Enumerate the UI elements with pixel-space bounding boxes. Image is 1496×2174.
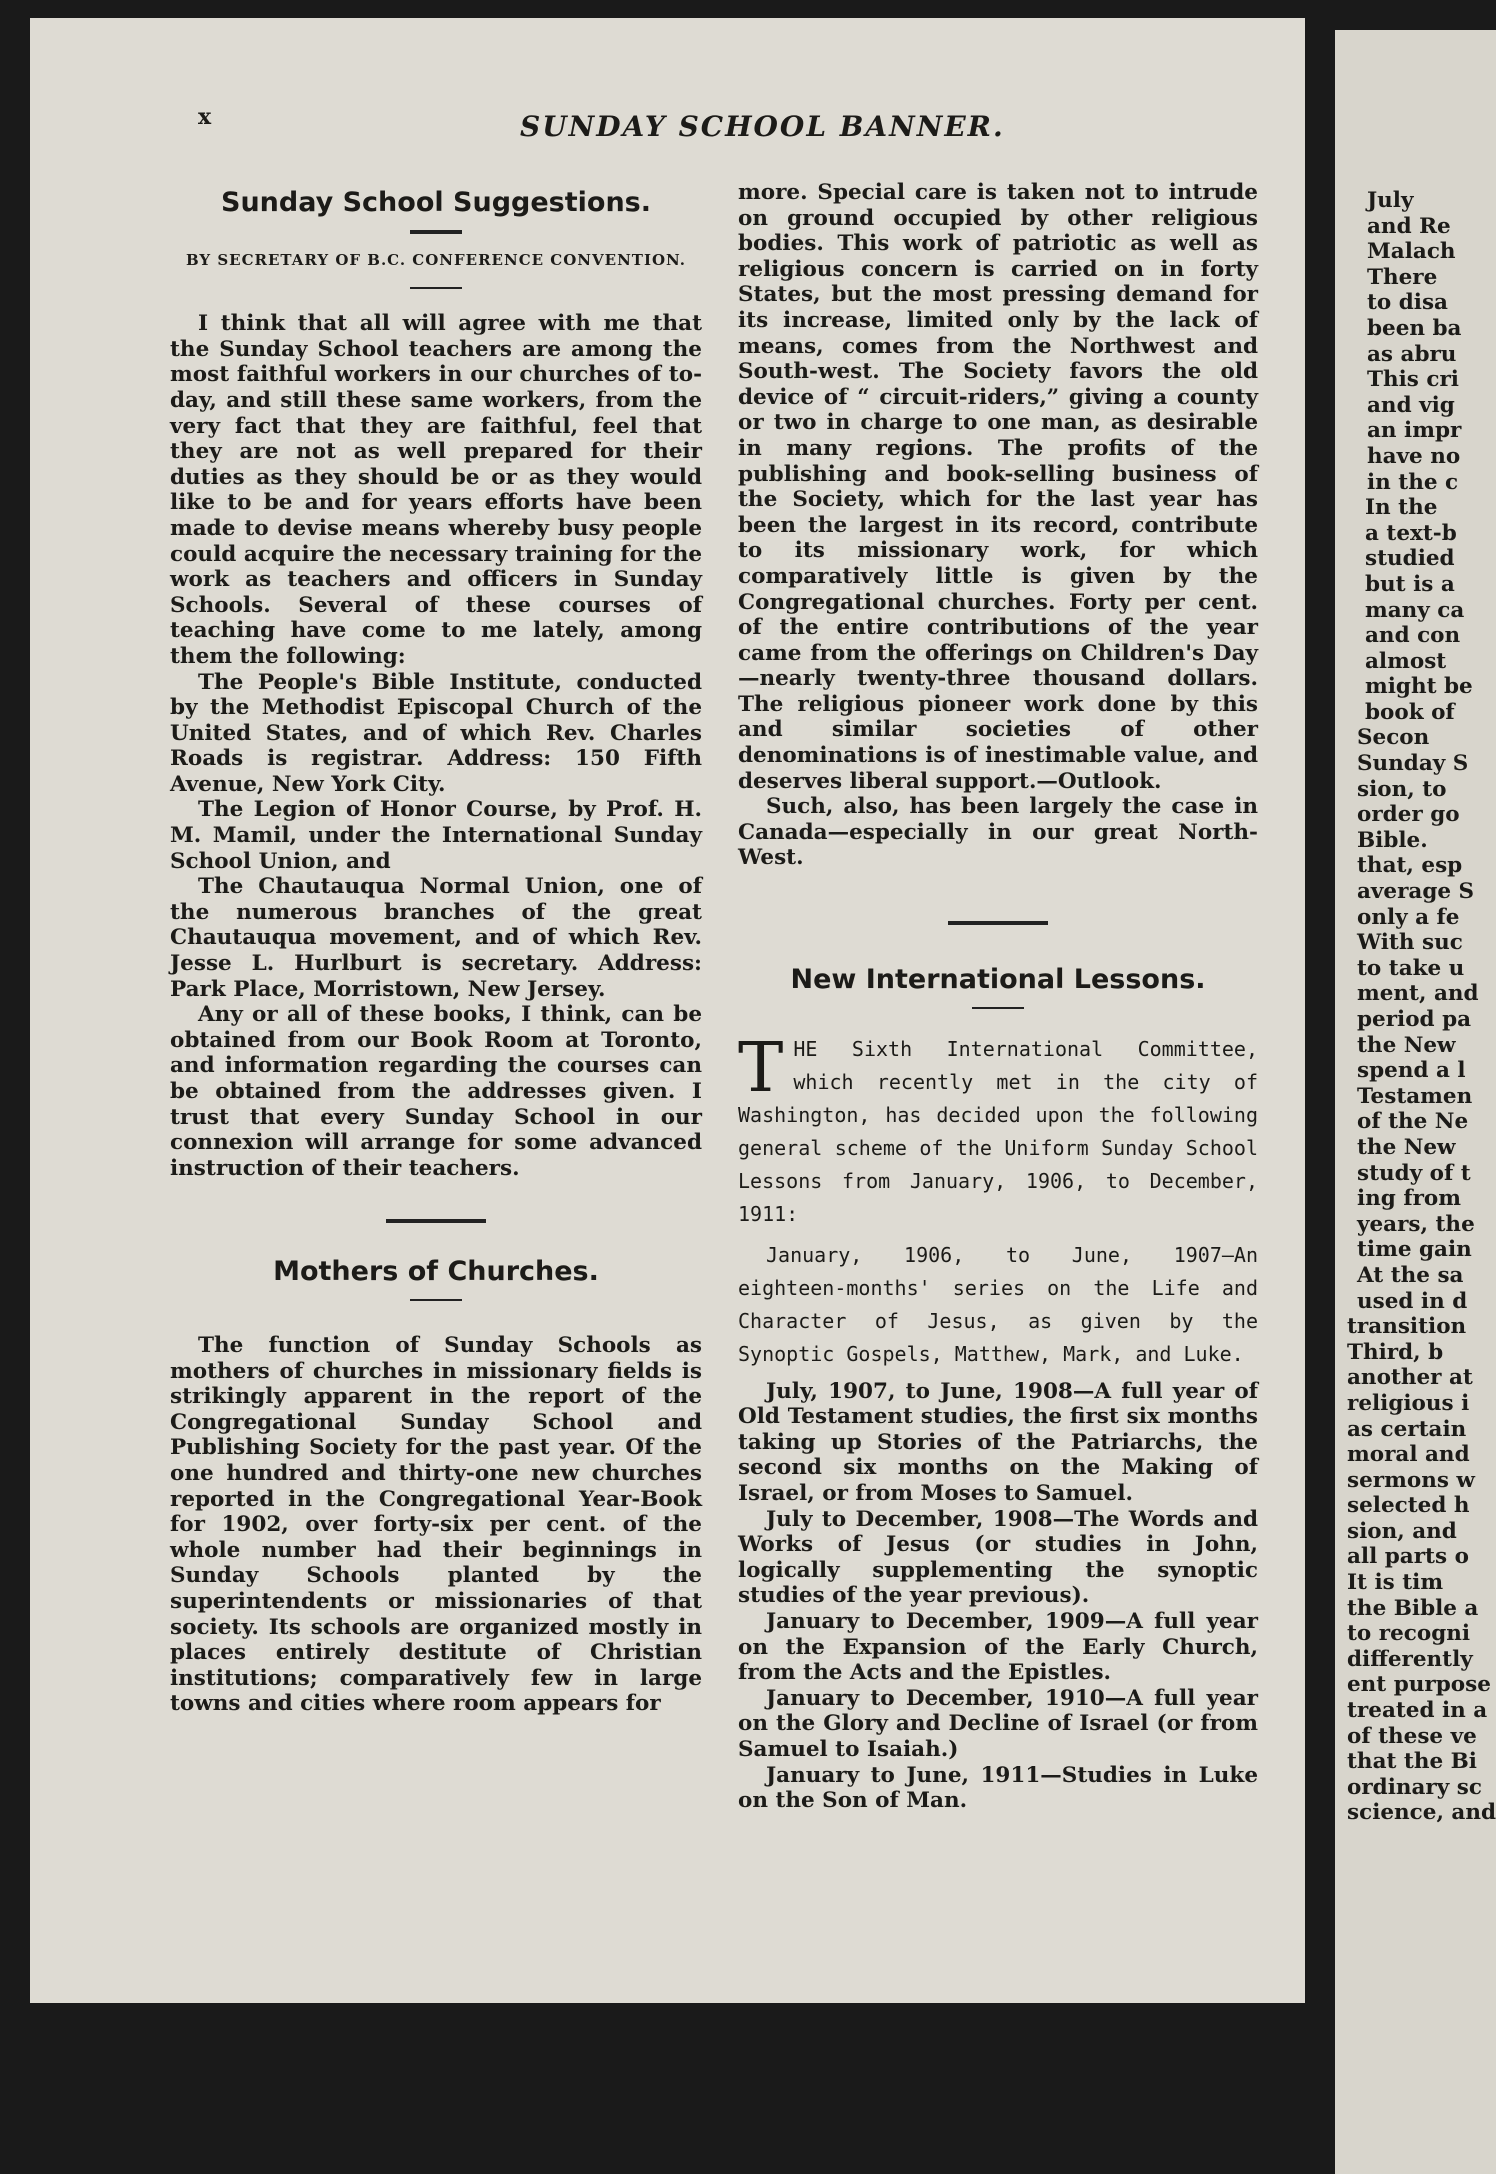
facing-page-line: With suc (1357, 930, 1463, 956)
facing-page-line: sion, to (1357, 776, 1447, 802)
facing-page-line: At the sa (1357, 1262, 1464, 1288)
facing-page-line: Testamen (1357, 1083, 1473, 1109)
paragraph: The function of Sunday Schools as mothers of churches in missionary fields is strikingly apparent in the report of the Congregational Sunday School and Publishing Society for the past year. Of the one hundred and thirty-one new churches reported in the Congregational Year-Book for 1902, over forty-six per cent. of the whole number had their beginnings in Sunday Schools planted by the superintendents or missionaries of that society. Its schools are organized mostly in places entirely destitute of Christian institutions; comparatively few in large towns and cities where room appears for (170, 1332, 702, 1717)
article-title-mothers: Mothers of Churches. (273, 1256, 599, 1288)
lesson-intro (738, 1028, 1258, 1231)
running-head: SUNDAY SCHOOL BANNER. (520, 110, 1005, 143)
facing-page-line: studied (1365, 546, 1455, 572)
facing-page-line: and Re (1367, 213, 1451, 239)
facing-page-line: have no (1367, 443, 1461, 469)
facing-page-line: of the Ne (1357, 1109, 1469, 1135)
facing-page-line: time gain (1357, 1237, 1472, 1263)
facing-page-line: that the Bi (1347, 1749, 1477, 1775)
paragraph: more. Special care is taken not to intrude on ground occupied by other religious bodies. This work of patriotic as well as religious concern is carried on in forty States, but the most pressing demand for its increase, limited only by the lack of means, comes from the Northwest and South-west. The Society favors the old device of “ circuit-riders,” giving a county or two in charge to one man, as desirable in many regions. The profits of the publishing and book-selling business of the Society, which for the last year has been the largest in its record, contribute to its missionary work, for which comparatively little is given by the Congregational churches. Forty per cent. of the entire contributions of the year came from the offerings on Children's Day—nearly twenty-three thousand dollars. The religious pioneer work done by this and similar societies of other denominations is of inestimable value, and deserves liberal support.—Outlook. (738, 180, 1258, 794)
title-rule (410, 230, 462, 234)
facing-page-line: It is tim (1347, 1570, 1444, 1596)
lesson-item: January to June, 1911—Studies in Luke on the Son of Man. (738, 1762, 1258, 1814)
facing-page-line: book of (1365, 699, 1455, 725)
facing-page-line: sion, and (1347, 1518, 1457, 1544)
paragraph: The People's Bible Institute, conducted by the Methodist Episcopal Church of the United States, and of which Rev. Charles Roads is registrar. Address: 150 Fifth Avenue, New York City. (170, 669, 702, 797)
facing-page-line: study of t (1357, 1160, 1471, 1186)
facing-page-line: There (1367, 264, 1438, 290)
facing-page-line: Sunday S (1357, 751, 1469, 777)
facing-page-line: the New (1357, 1134, 1456, 1160)
facing-page-line: Malach (1367, 239, 1456, 265)
title-rule (972, 1007, 1024, 1009)
facing-page-line: order go (1357, 802, 1460, 828)
facing-page-line: treated in a (1347, 1698, 1488, 1724)
facing-page-line: ent purpose (1347, 1672, 1491, 1698)
paragraph: The Legion of Honor Course, by Prof. H. M. Mamil, under the International Sunday School Union, and (170, 797, 702, 874)
facing-page-line: an impr (1367, 418, 1462, 444)
facing-page-line: the Bible a (1347, 1595, 1479, 1621)
facing-page-line: a text-b (1365, 520, 1457, 546)
facing-page-line: transition (1347, 1314, 1467, 1340)
facing-page-line: ing from (1357, 1186, 1461, 1212)
facing-page-line: moral and (1347, 1442, 1470, 1468)
facing-page-line: sermons w (1347, 1467, 1475, 1493)
facing-page-line: but is a (1365, 571, 1455, 597)
facing-page-line: ment, and (1357, 981, 1479, 1007)
facing-page-line: another at (1347, 1365, 1473, 1391)
section-rule (948, 921, 1048, 925)
facing-page-line: in the c (1367, 469, 1459, 495)
facing-page-line: many ca (1365, 597, 1465, 623)
facing-page-line: to recogni (1347, 1621, 1471, 1647)
facing-page-line: the New (1357, 1032, 1456, 1058)
facing-page-line: Secon (1357, 725, 1430, 751)
facing-page-line: to take u (1357, 955, 1465, 981)
facing-page-line: selected h (1347, 1493, 1470, 1519)
facing-page-line: average S (1357, 879, 1475, 905)
middle-column (738, 180, 1258, 1814)
lesson-item: July to December, 1908—The Words and Works of Jesus (or studies in John, logically supplementing the synoptic studies of the year previous). (738, 1506, 1258, 1609)
facing-page-line: July (1367, 188, 1414, 213)
facing-page-line: science, and (1347, 1800, 1496, 1826)
lesson-item: January to December, 1910—A full year on the Glory and Decline of Israel (or from Samuel to Isaiah.) (738, 1685, 1258, 1762)
facing-page-line: only a fe (1357, 904, 1460, 930)
facing-page-line: all parts o (1347, 1544, 1469, 1570)
facing-page (1335, 30, 1496, 2174)
page-folio: x (198, 104, 212, 130)
facing-page-line: spend a l (1357, 1058, 1466, 1084)
facing-page-line: and vig (1367, 392, 1455, 418)
drop-cap: T (738, 1028, 784, 1108)
facing-page-line: of these ve (1347, 1723, 1477, 1749)
lesson-item: July, 1907, to June, 1908—A full year of Old Testament studies, the first six months taking up Stories of the Patriarchs, the second six months on the Making of Israel, or from Moses to Samuel. (738, 1378, 1258, 1506)
title-rule (410, 1299, 462, 1301)
facing-page-line: In the (1365, 495, 1438, 521)
facing-page-line: Bible. (1357, 827, 1428, 853)
facing-page-line: ordinary sc (1347, 1774, 1482, 1800)
facing-page-line: as abru (1367, 341, 1457, 367)
facing-page-line: differently (1347, 1646, 1473, 1672)
lesson-item: January to December, 1909—A full year on the Expansion of the Early Church, from the Acts and the Epistles. (738, 1608, 1258, 1686)
facing-page-line: Third, b (1347, 1339, 1444, 1365)
paragraph: Such, also, has been largely the case in Canada—especially in our great North-West. (738, 794, 1258, 871)
left-column (170, 187, 702, 1717)
article-byline: BY SECRETARY OF B.C. CONFERENCE CONVENTION. (185, 250, 687, 269)
byline-rule (410, 287, 462, 289)
paragraph: Any or all of these books, I think, can be obtained from our Book Room at Toronto, and information regarding the courses can be obtained from the addresses given. I trust that every Sunday School in our connexion will arrange for some advanced instruction of their teachers. (170, 1002, 702, 1181)
facing-page-line: been ba (1367, 315, 1462, 341)
binding-gutter (1305, 0, 1335, 2016)
facing-page-line: might be (1365, 674, 1473, 700)
facing-page-line: religious i (1347, 1390, 1470, 1416)
article-title-suggestions: Sunday School Suggestions. (221, 187, 651, 218)
facing-page-line: period pa (1357, 1007, 1472, 1032)
facing-page-line: years, the (1357, 1211, 1475, 1237)
lesson-item: January, 1906, to June, 1907—An eighteen-months' series on the Life and Character of Jesus, as given by the Synoptic Gospels, Matthew, Mark, and Luke. (738, 1242, 1258, 1366)
intro-text: HE Sixth International Committee, which recently met in the city of Washington, has decided upon the following general scheme of the Uniform Sunday School Lessons from January, 1906, to December, 1911: (738, 1036, 1258, 1226)
facing-page-line: This cri (1367, 367, 1459, 393)
facing-page-line: to disa (1367, 290, 1448, 316)
paragraph: I think that all will agree with me that the Sunday School teachers are among the most faithful workers in our churches of to-day, and still these same workers, from the very fact that they are faithful, feel that they are not as well prepared for their duties as they should be or as they would like to be and for years efforts have been made to devise means whereby busy people could acquire the necessary training for the work as teachers and officers in Sunday Schools. Several of these courses of teaching have come to me lately, among them the following: (170, 311, 702, 669)
facing-page-line: almost (1365, 648, 1447, 674)
facing-page-line: as certain (1347, 1416, 1467, 1442)
facing-page-line: that, esp (1357, 853, 1463, 879)
facing-page-line: and con (1365, 623, 1461, 649)
facing-page-line: used in d (1357, 1288, 1468, 1314)
section-rule (386, 1219, 486, 1223)
article-title-lessons: New International Lessons. (790, 964, 1206, 996)
paragraph: The Chautauqua Normal Union, one of the numerous branches of the great Chautauqua movement, and of which Rev. Jesse L. Hurlburt is secretary. Address: Park Place, Morristown, New Jersey. (170, 874, 702, 1002)
